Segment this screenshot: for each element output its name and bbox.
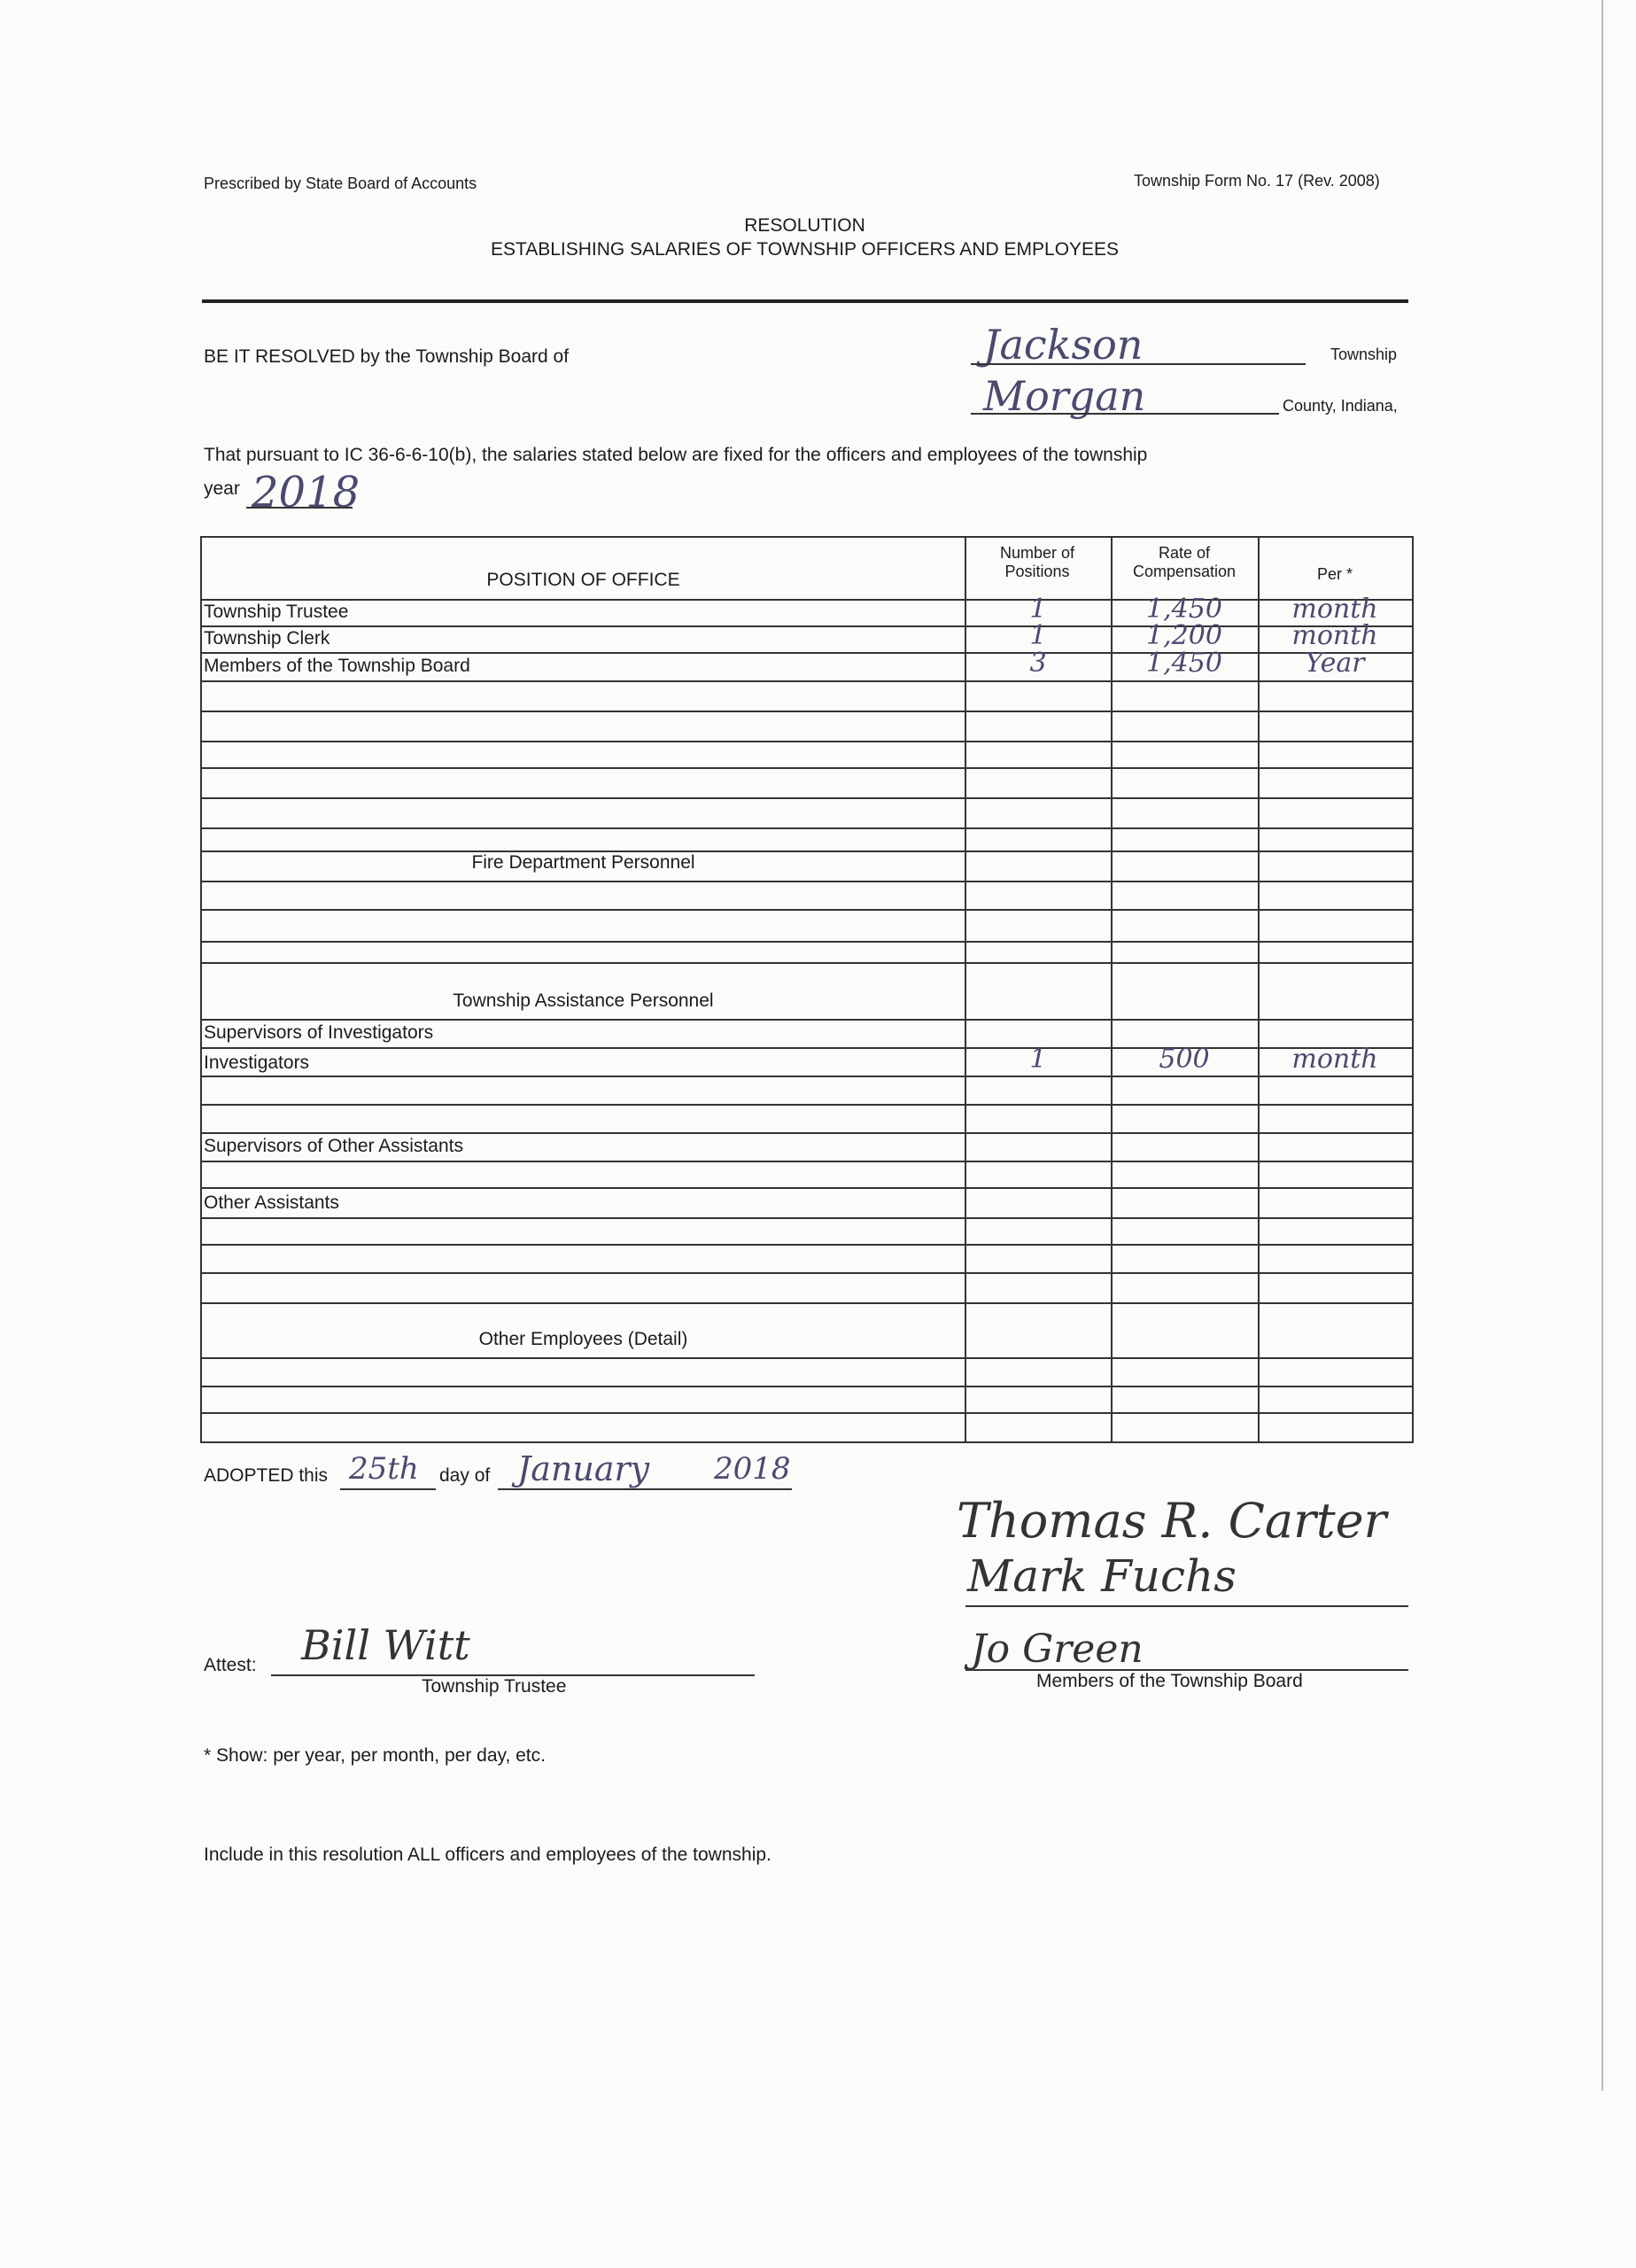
attest-label: Attest: — [204, 1655, 257, 1675]
row-rule — [200, 881, 1412, 882]
row-rule — [200, 680, 1412, 682]
row-supervisors-other: Supervisors of Other Assistants — [204, 1136, 463, 1156]
attest-signature: Bill Witt — [301, 1621, 470, 1669]
row-rule — [200, 1386, 1412, 1387]
row-rule — [200, 1187, 1412, 1189]
title-line-1: RESOLUTION — [744, 215, 865, 236]
row-rule — [200, 1161, 1412, 1162]
adopted-prefix: ADOPTED this — [204, 1465, 329, 1486]
year-label: year — [204, 478, 240, 499]
year-value: 2018 — [252, 468, 361, 517]
row-rule — [200, 1076, 1412, 1077]
row-rate: 500 — [1159, 1044, 1210, 1075]
county-name: Morgan — [983, 372, 1146, 420]
row-per: month — [1291, 620, 1378, 651]
row-per: month — [1291, 594, 1378, 625]
row-rule — [200, 797, 1412, 799]
row-rate: 1,200 — [1146, 620, 1222, 651]
month-underline — [498, 1488, 792, 1490]
row-rule — [200, 1217, 1412, 1219]
row-position: Township Clerk — [204, 628, 330, 649]
row-other-assistants: Other Assistants — [204, 1192, 339, 1213]
row-number: 1 — [1029, 1044, 1047, 1075]
row-rule — [200, 827, 1412, 829]
township-suffix: Township — [1330, 346, 1398, 363]
row-per: Year — [1305, 648, 1365, 679]
adopted-day-label: day of — [439, 1465, 491, 1486]
prescribed-text: Prescribed by State Board of Accounts — [204, 175, 477, 192]
adopted-year: 2018 — [714, 1451, 791, 1487]
form-number: Township Form No. 17 (Rev. 2008) — [1134, 172, 1380, 190]
row-rule — [200, 1272, 1412, 1274]
row-rate: 1,450 — [1146, 648, 1222, 679]
include-note: Include in this resolution ALL officers and employees of the township. — [204, 1845, 771, 1865]
row-number: 3 — [1029, 648, 1047, 679]
row-rule — [200, 767, 1412, 769]
col-header-rate: Rate of Compensation — [1132, 544, 1237, 580]
col-header-number: Number of Positions — [999, 544, 1075, 580]
row-rule — [200, 962, 1412, 964]
row-position: Members of the Township Board — [204, 656, 470, 676]
board-signature: Jo Green — [971, 1627, 1144, 1672]
pursuant-text: That pursuant to IC 36-6-6-10(b), the salaries stated below are fixed for the officers and employees of the township — [204, 445, 1148, 465]
board-signature: Thomas R. Carter — [957, 1493, 1387, 1549]
section-other-employees: Other Employees (Detail) — [478, 1329, 688, 1349]
attest-caption: Township Trustee — [422, 1676, 567, 1697]
township-underline — [971, 363, 1306, 365]
row-rule — [200, 1412, 1412, 1414]
row-number: 1 — [1029, 594, 1047, 625]
col-header-position: POSITION OF OFFICE — [486, 570, 680, 590]
row-rule — [200, 909, 1412, 911]
board-signature: Mark Fuchs — [967, 1550, 1237, 1602]
row-position: Township Trustee — [204, 602, 349, 622]
adopted-month: January — [517, 1449, 650, 1488]
scan-edge — [1601, 0, 1603, 2091]
row-rate: 1,450 — [1146, 594, 1222, 625]
show-note: * Show: per year, per month, per day, etc. — [204, 1745, 546, 1766]
row-rule — [200, 711, 1412, 712]
row-rule — [200, 741, 1412, 742]
row-rule — [200, 1302, 1412, 1304]
row-number: 1 — [1029, 620, 1047, 651]
row-position: Investigators — [204, 1052, 310, 1073]
col-header-per: Per * — [1316, 565, 1353, 583]
county-underline — [971, 413, 1279, 415]
township-name: Jackson — [983, 321, 1144, 369]
row-rule — [200, 1104, 1412, 1106]
row-rule — [200, 1357, 1412, 1359]
row-rule — [200, 1132, 1412, 1134]
board-sign-line — [965, 1605, 1408, 1607]
row-rule — [200, 941, 1412, 943]
county-suffix: County, Indiana, — [1283, 397, 1398, 415]
year-underline — [246, 507, 353, 509]
board-caption: Members of the Township Board — [1036, 1671, 1303, 1691]
row-supervisors-investigators: Supervisors of Investigators — [204, 1022, 434, 1043]
row-rule — [200, 1019, 1412, 1021]
col-divider-1 — [965, 536, 966, 1441]
header-rule — [202, 299, 1408, 303]
title-line-2: ESTABLISHING SALARIES OF TOWNSHIP OFFICERS AND EMPLOYEES — [490, 239, 1120, 260]
adopted-day: 25th — [349, 1451, 419, 1487]
day-underline — [340, 1488, 436, 1490]
row-per: month — [1291, 1044, 1378, 1075]
row-rule — [200, 1244, 1412, 1246]
resolved-text: BE IT RESOLVED by the Township Board of — [204, 346, 570, 367]
section-fire: Fire Department Personnel — [471, 852, 695, 873]
section-assistance: Township Assistance Personnel — [453, 990, 714, 1011]
